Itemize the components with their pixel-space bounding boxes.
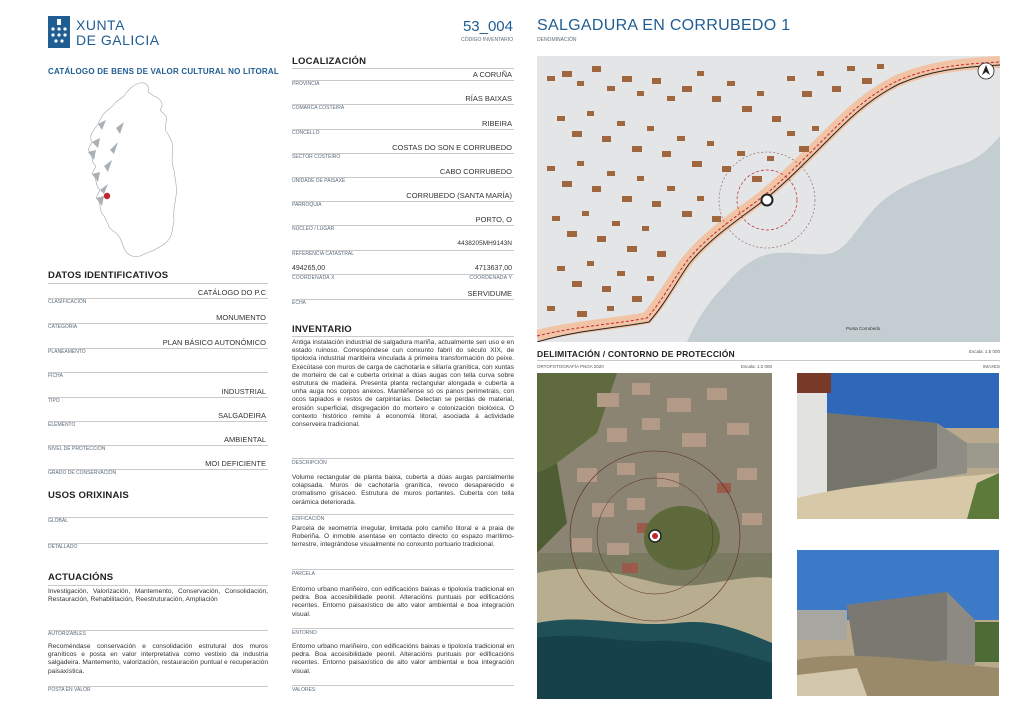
inventario-text: Antiga instalación industrial de salgadura mariña, actualmente sen uso e en estado ruinoso. Correspóndese cun conxunto fabril do século XIX, de tipoloxía industrial marítleira vinculada á primeira transformación do peixe. Execútase con muros de carga de cachotaría e sillaría granítica, con xuntas de morteiro de cal e cuberta orixinal a dúas augas con tella curva sobre estrutura de madeira. Presenta planta rectangular alongada e cuberta a unha auga nos corpos anexos. Mantéñense só os panos perimetrais, con ocos tapiados e restos de carpintarías. Detectan se perdas de material, erosión superficial, disgregación do morteiro e colonización biolóxica. O contexto histórico remite á economía litoral, asociada á actividade conserveira tradicional. [292,339,514,429]
valores-label: VALORES [292,687,316,693]
nucleo-label: NÚCLEO / LUGAR [292,226,335,232]
planeamento-value: PLAN BÁSICO AUTONÓMICO [162,338,266,347]
edificacion-label: EDIFICACIÓN [292,516,325,522]
concello-label: CONCELLO [292,130,320,136]
elemento-value: SALGADEIRA [218,411,266,420]
clasificacion-label: CLASIFICACIÓN [48,299,87,305]
photo-1-svg [797,373,999,519]
monument-name: SALGADURA EN CORRUBEDO 1 [537,17,791,34]
north-arrow-icon [978,63,994,79]
parroquia-label: PARROQUIA [292,202,322,208]
comarca-label: COMARCA COSTEIRA [292,105,345,111]
site-marker [762,195,773,206]
conservacion-value: MOI DEFICIENTE [205,459,266,468]
galicia-emblem-icon [48,16,70,48]
parroquia-value: CORRUBEDO (SANTA MARÍA) [406,191,512,200]
usos-global-label: GLOBAL [48,518,69,524]
servidume-value: SERVIDUME [467,289,512,298]
inventario-title: INVENTARIO [292,324,352,335]
photo-2 [797,550,999,696]
photo-1 [797,373,999,519]
monument-name-label: DENOMINACIÓN [537,37,577,43]
xunta-logo [48,16,168,48]
actuacions-title: ACTUACIÓNS [48,572,114,583]
catastral-label: REFERENCIA CATASTRAL [292,251,355,257]
usos-detallado-label: DETALLADO [48,544,78,550]
coord-y-value: 4713637,00 [475,265,512,272]
galicia-locator-map [80,80,180,260]
usos-title: USOS ORIXINAIS [48,490,129,501]
edificacion-text: Parcela de xeometría irregular, limitada polo camiño litoral e a praia de Roberiña. O inmoble asentase en contacto directo co espazo marítimo-terrestre, integrándose visualmente no conxunto portuario tradicional. [292,525,514,549]
images-label: IMAXES [982,364,1000,369]
parcela-label: PARCELA [292,571,315,577]
actuacions-text: Investigación, Valorización, Mantemento, Conservación, Consolidación, Restauración, Rehabilitación, Reestruturación, Ampliación [48,588,268,604]
inventory-code-label: CÓDIGO INVENTARIO [461,37,513,43]
autorizables-label: AUTORIZABLES [48,631,86,637]
datos-title: DATOS IDENTIFICATIVOS [48,270,169,281]
categoria-value: MONUMENTO [216,313,266,322]
ortho-label: ORTOFOTOGRAFÍA PNOA 2020 [537,364,604,369]
photo-2-svg [797,550,999,696]
categoria-label: CATEGORÍA [48,324,78,330]
planeamento-label: PLANEAMENTO [48,349,86,355]
logo-line1: XUNTA [76,17,125,33]
coord-x-label: COORDENADA X [292,275,335,281]
catastral-value: 4438205MH9143N [457,240,512,247]
servidume-label: ECHA [292,300,306,306]
datos-section [48,270,268,693]
parcela-text: Entorno urbano mariñeiro, con edificacións baixas e tipoloxía tradicional en pedra. Boa accesibilidade peonil. Alteracións puntuais por edificacións recentes. Entorno paisaxístico de alto valor ambiental e boa integración visual. [292,586,514,618]
comarca-value: RÍAS BAIXAS [465,94,512,103]
orthophoto [537,373,772,699]
descripcion-text: Volume rectangular de planta baixa, cuberta a dúas augas parcialmente colapsada. Muros de cachotaría granítica, revoco desaparecido e cromatismo grisáceo. Estrutura de muros portantes. Cuberta con tella cerámica deteriorada. [292,474,514,506]
location-marker [104,193,110,199]
localizacion-section [292,56,514,696]
entorno-text: Entorno urbano mariñeiro, con edificacións baixas e tipoloxía tradicional en pedra. Boa accesibilidade peonil. Alteracións puntuais por edificacións recentes. Entorno paisaxístico de alto valor ambiental e boa integración visual. [292,643,514,675]
orthophoto-svg [537,373,772,699]
scale-top: Escala: 1:5 000 [968,349,1000,354]
posta-en-valor-text: Recoméndase conservación e consolidación estrutural dos muros graníticos e posta en valor interpretativa como vestixio da industria salgadeira. Mantemento, valorización, restauración puntual e recuperación paisaxística. [48,643,268,675]
nivel-label: NIVEL DE PROTECCIÓN [48,446,106,452]
paisaxe-label: UNIDADE DE PAISAXE [292,178,346,184]
clasificacion-value: CATÁLOGO DO P.C [197,288,266,297]
posta-en-valor-label: POSTA EN VALOR [48,687,91,693]
provincia-label: PROVINCIA [292,81,320,87]
location-map-svg [537,56,1000,342]
ortho-scale: Escala: 1:2 000 [740,364,772,369]
nucleo-value: PORTO, O [475,215,512,224]
sector-value: COSTAS DO SON E CORRUBEDO [392,143,512,152]
concello-value: RIBEIRA [481,119,512,128]
coord-y-label: COORDENADA Y [469,275,512,281]
sector-label: SECTOR COSTEIRO [292,154,341,160]
tipo-value: INDUSTRIAL [221,387,266,396]
entorno-label: ENTORNO [292,630,317,636]
tipo-label: TIPO [48,398,60,404]
map-place-label: Punta Corrubedo [846,326,881,331]
elemento-label: ELEMENTO [48,422,76,428]
ficha-label: FICHA [48,373,63,379]
inventory-code: 53_004 [462,18,513,35]
coord-x-value: 494265,00 [292,265,326,272]
location-map [537,56,1000,342]
localizacion-title: LOCALIZACIÓN [292,56,367,67]
catalog-title: CATÁLOGO DE BENS DE VALOR CULTURAL NO LITORAL [48,67,279,76]
descripcion-label: DESCRIPCIÓN [292,460,327,466]
paisaxe-value: CABO CORRUBEDO [439,167,512,176]
provincia-value: A CORUÑA [472,70,512,79]
nivel-value: AMBIENTAL [224,435,266,444]
logo-line2: DE GALICIA [76,32,160,48]
delimitacion-title: DELIMITACIÓN / CONTORNO DE PROTECCIÓN [537,349,735,359]
conservacion-label: GRADO DE CONSERVACIÓN [48,470,117,476]
